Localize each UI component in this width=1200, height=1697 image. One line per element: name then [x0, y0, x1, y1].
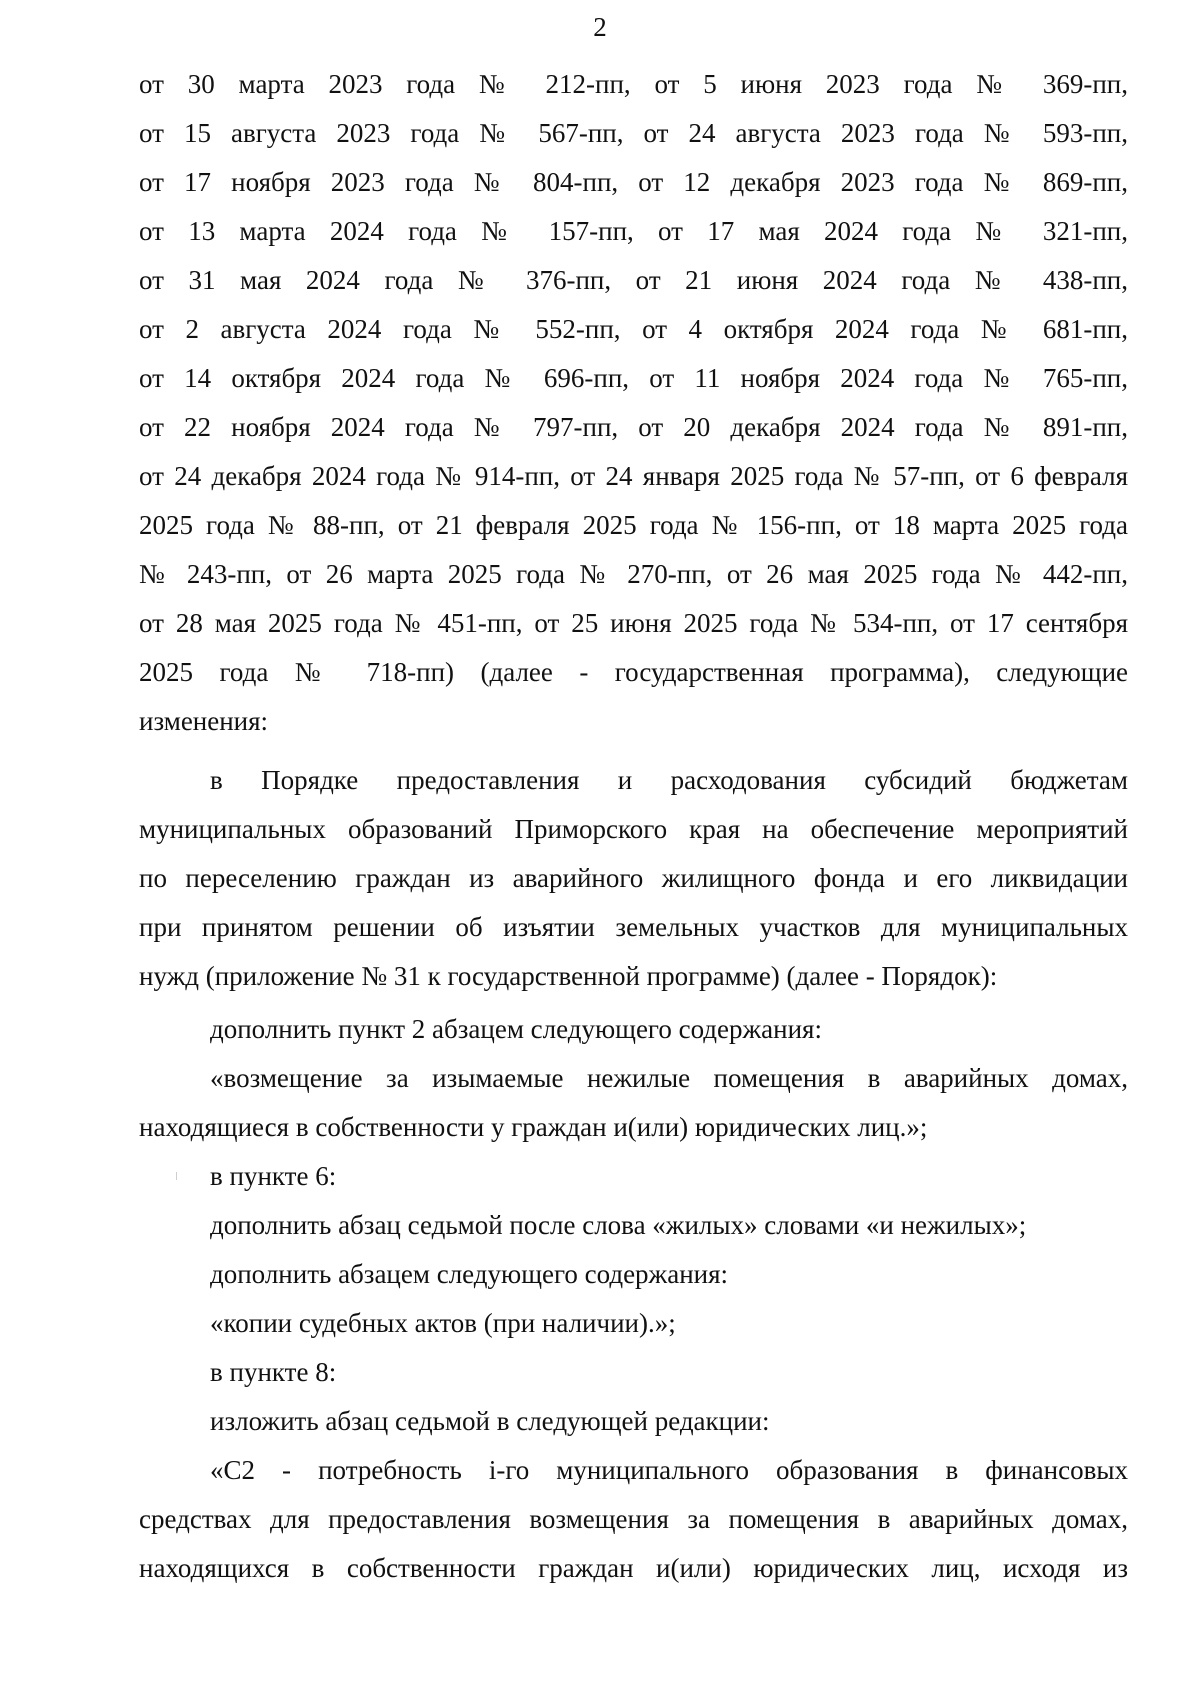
text-line: от 24 декабря 2024 года № 914-пп, от 24 января 2025 года № 57-пп, от 6 февраля: [139, 461, 1128, 491]
scan-artifact: [176, 1172, 177, 1180]
text-line: нужд (приложение № 31 к государственной программе) (далее - Порядок):: [139, 961, 998, 991]
text-line: по переселению граждан из аварийного жилищного фонда и его ликвидации: [139, 863, 1128, 893]
paragraph-line: дополнить абзац седьмой после слова «жилых» словами «и нежилых»;: [210, 1210, 1027, 1240]
text-line: от 31 мая 2024 года № 376-пп, от 21 июня 2024 года № 438-пп,: [139, 265, 1128, 295]
paragraph-line: «копии судебных актов (при наличии).»;: [210, 1308, 676, 1338]
page-number: 2: [593, 12, 607, 42]
text-line: от 28 мая 2025 года № 451-пп, от 25 июня 2025 года № 534-пп, от 17 сентября: [139, 608, 1128, 638]
paragraph-gap: [139, 746, 1128, 756]
paragraph-line: «возмещение за изымаемые нежилые помещения в аварийных домах,: [210, 1063, 1128, 1093]
paragraph-line: «С2 - потребность i-го муниципального образования в финансовых: [210, 1455, 1128, 1485]
text-line: 2025 года № 718-пп) (далее - государственная программа), следующие: [139, 657, 1128, 687]
paragraph-line: дополнить абзацем следующего содержания:: [210, 1259, 729, 1289]
text-line: находящиеся в собственности у граждан и(или) юридических лиц.»;: [139, 1112, 928, 1142]
text-line: от 30 марта 2023 года № 212-пп, от 5 июня 2023 года № 369-пп,: [139, 69, 1128, 99]
text-line: средствах для предоставления возмещения за помещения в аварийных домах,: [139, 1504, 1128, 1534]
paragraph-line: изложить абзац седьмой в следующей редакции:: [210, 1406, 770, 1436]
text-line: изменения:: [139, 706, 269, 736]
paragraph-line: дополнить пункт 2 абзацем следующего содержания:: [210, 1014, 822, 1044]
text-line: находящихся в собственности граждан и(или) юридических лиц, исходя из: [139, 1553, 1128, 1583]
text-line: от 14 октября 2024 года № 696-пп, от 11 ноября 2024 года № 765-пп,: [139, 363, 1128, 393]
paragraph-line: в Порядке предоставления и расходования субсидий бюджетам: [210, 765, 1128, 795]
text-line: № 243-пп, от 26 марта 2025 года № 270-пп, от 26 мая 2025 года № 442-пп,: [139, 559, 1128, 589]
text-line: от 17 ноября 2023 года № 804-пп, от 12 декабря 2023 года № 869-пп,: [139, 167, 1128, 197]
text-line: от 2 августа 2024 года № 552-пп, от 4 октября 2024 года № 681-пп,: [139, 314, 1128, 344]
text-line: 2025 года № 88-пп, от 21 февраля 2025 года № 156-пп, от 18 марта 2025 года: [139, 510, 1128, 540]
document-body: [139, 60, 1128, 1593]
text-line: от 13 марта 2024 года № 157-пп, от 17 мая 2024 года № 321-пп,: [139, 216, 1128, 246]
text-line: от 15 августа 2023 года № 567-пп, от 24 августа 2023 года № 593-пп,: [139, 118, 1128, 148]
paragraph-line: в пункте 6:: [210, 1161, 337, 1191]
text-line: муниципальных образований Приморского края на обеспечение мероприятий: [139, 814, 1128, 844]
text-line: от 22 ноября 2024 года № 797-пп, от 20 декабря 2024 года № 891-пп,: [139, 412, 1128, 442]
text-line: при принятом решении об изъятии земельных участков для муниципальных: [139, 912, 1128, 942]
paragraph-line: в пункте 8:: [210, 1357, 337, 1387]
